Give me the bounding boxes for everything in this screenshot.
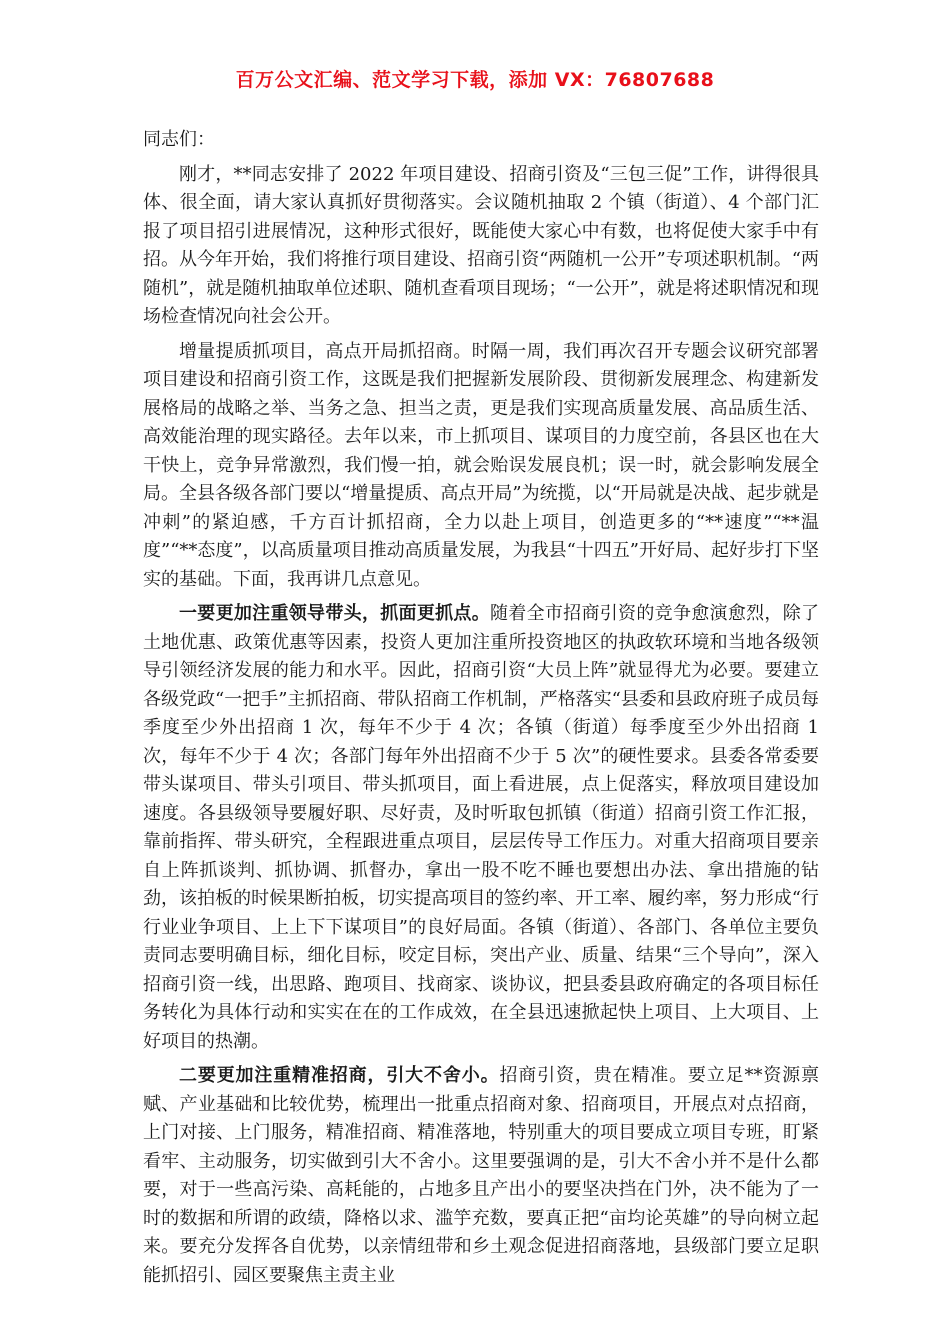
paragraph-text: 刚才，**同志安排了 2022 年项目建设、招商引资及“三包三促”工作，讲得很具体、很全面，请大家认真抓好贯彻落实。会议随机抽取 2 个镇（街道）、4 个部门汇报了项目招引进展情况，这种形式很好，既能使大家心中有数，也将促使大家手中有招。从今年开始，我们将推行项目建设、招商引资“两随机一公开”专项述职机制。“两随机”，就是随机抽取单位述职、随机查看项目现场；“一公开”，就是将述职情况和现场检查情况向社会公开。 bbox=[143, 163, 819, 327]
paragraph-text: 增量提质抓项目，高点开局抓招商。时隔一周，我们再次召开专题会议研究部署项目建设和招商引资工作，这既是我们把握新发展阶段、贯彻新发展理念、构建新发展格局的战略之举、当务之急、担当之责，更是我们实现高质量发展、高品质生活、高效能治理的现实路径。去年以来，市上抓项目、谋项目的力度空前，各县区也在大干快上，竞争异常激烈，我们慢一拍，就会贻误发展良机；误一时，就会影响发展全局。全县各级各部门要以“增量提质、高点开局”为统揽，以“开局就是决战、起步就是冲刺”的紧迫感，千方百计抓招商，全力以赴上项目，创造更多的“**速度”“**温度”“**态度”，以高质量项目推动高质量发展，为我县“十四五”开好局、起好步打下坚实的基础。下面，我再讲几点意见。 bbox=[143, 340, 820, 590]
paragraph-lead: 二要更加注重精准招商，引大不舍小。 bbox=[179, 1065, 500, 1086]
paragraph-point-one bbox=[143, 600, 819, 1056]
paragraph-lead: 一要更加注重领导带头，抓面更抓点。 bbox=[179, 603, 490, 624]
document-body bbox=[143, 126, 819, 1290]
paragraph-text: 招商引资，贵在精准。要立足**资源禀赋、产业基础和比较优势，梳理出一批重点招商对象、招商项目，开展点对点招商，上门对接、上门服务，精准招商、精准落地，特别重大的项目要成立项目专班，盯紧看牢、主动服务，切实做到引大不舍小。这里要强调的是，引大不舍小并不是什么都要，对于一些高污染、高耗能的，占地多且产出小的要坚决挡在门外，决不能为了一时的数据和所谓的政绩，降格以求、滥竽充数，要真正把“亩均论英雄”的导向树立起来。要充分发挥各自优势，以亲情纽带和乡土观念促进招商落地，县级部门要立足职能抓招引、园区要聚焦主责主业 bbox=[143, 1065, 820, 1286]
paragraph-intro bbox=[143, 338, 819, 595]
paragraph-text: 随着全市招商引资的竞争愈演愈烈，除了土地优惠、政策优惠等因素，投资人更加注重所投资地区的执政软环境和当地各级领导引领经济发展的能力和水平。因此，招商引资“大员上阵”就显得尤为必要。要建立各级党政“一把手”主抓招商、带队招商工作机制，严格落实“县委和县政府班子成员每季度至少外出招商 1 次，每年不少于 4 次；各镇（街道）每季度至少外出招商 1 次，每年不少于 4 次；各部门每年外出招商不少于 5 次”的硬性要求。县委各常委要带头谋项目、带头引项目、带头抓项目，面上看进展，点上促落实，释放项目建设加速度。各县级领导要履好职、尽好责，及时听取包抓镇（街道）招商引资工作汇报，靠前指挥、带头研究，全程跟进重点项目，层层传导工作压力。对重大招商项目要亲自上阵抓谈判、抓协调、抓督办，拿出一股不吃不睡也要想出办法、拿出措施的钻劲，该拍板的时候果断拍板，切实提高项目的签约率、开工率、履约率，努力形成“行行业业争项目、上上下下谋项目”的良好局面。各镇（街道）、各部门、各单位主要负责同志要明确目标，细化目标，咬定目标，突出产业、质量、结果“三个导向”，深入招商引资一线，出思路、跑项目、找商家、谈协议，把县委县政府确定的各项目标任务转化为具体行动和实实在在的工作成效，在全县迅速掀起快上项目、上大项目、上好项目的热潮。 bbox=[143, 603, 819, 1052]
paragraph-opening bbox=[143, 161, 819, 332]
salutation: 同志们： bbox=[143, 129, 215, 150]
watermark-header: 百万公文汇编、范文学习下载，添加 VX：76807688 bbox=[235, 69, 715, 91]
paragraph-point-two bbox=[143, 1062, 819, 1290]
